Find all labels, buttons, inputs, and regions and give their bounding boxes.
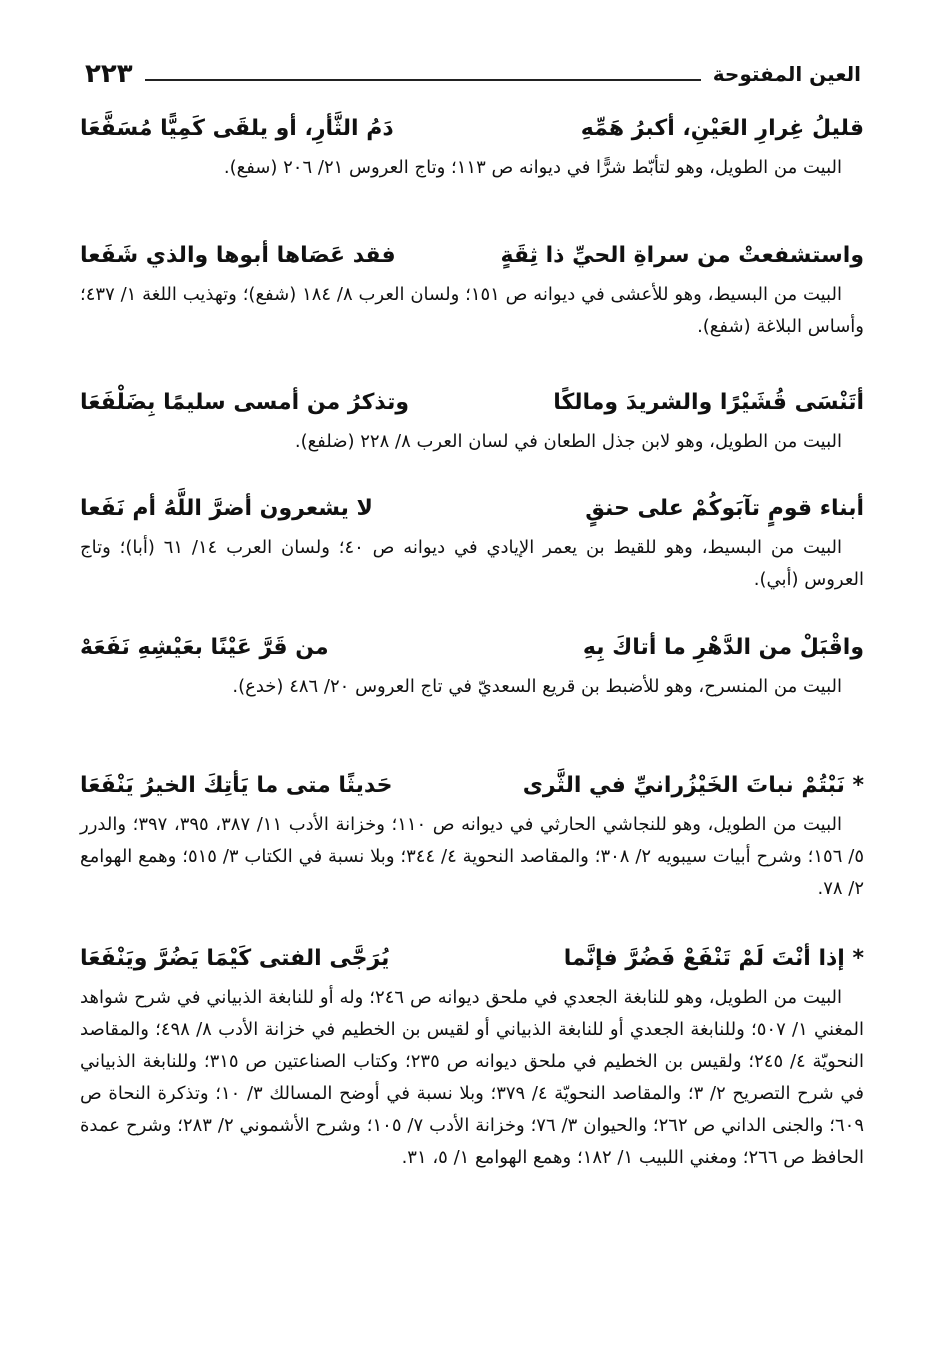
verse-first-hemistich: واستشفعتْ من سراةِ الحيِّ ذا ثِقَةٍ — [500, 243, 864, 268]
verse-citation: البيت من المنسرح، وهو للأضبط بن قريع السعديّ في تاج العروس ٢٠/ ٤٨٦ (خدع). — [232, 676, 842, 697]
verse-citation: البيت من البسيط، وهو للقيط بن يعمر الإيادي في ديوانه ص ٤٠؛ ولسان العرب ١٤/ ٦١ (أبا)؛ وتاج العروس (أبي). — [80, 537, 864, 590]
verse-line — [80, 629, 864, 667]
page-number: ٢٢٣ — [85, 59, 133, 89]
verse-line — [80, 110, 864, 148]
verse-citation: البيت من الطويل، وهو للنابغة الجعدي في ملحق ديوانه ص ٢٤٦؛ وله أو للنابغة الذبياني في شرح شواهد المغني ١/ ٥٠٧؛ وللنابغة الجعدي أو للنابغة الذبياني أو لقيس بن الخطيم في خزانة الأدب ٨/ ٤٩٨؛ والمقاصد النحويّة ٤/ ٢٤٥؛ ولقيس بن الخطيم في ملحق ديوانه ص ٢٣٥؛ وكتاب الصناعتين ص ٣١٥؛ وللنابغة الذبياني في شرح التصريح ٢/ ٣؛ والمقاصد النحويّة ٤/ ٣٧٩؛ وبلا نسبة في أوضح المسالك ٣/ ١٠؛ وتذكرة النحاة ص ٦٠٩؛ والجنى الداني ص ٢٦٢؛ والحيوان ٣/ ٧٦؛ وخزانة الأدب ٧/ ١٠٥؛ وشرح الأشموني ٢/ ٢٨٣؛ وشرح عمدة الحافظ ص ٢٦٦؛ ومغني اللبيب ١/ ١٨٢؛ وهمع الهوامع ١/ ٥، ٣١. — [80, 987, 864, 1168]
verse-line — [80, 490, 864, 528]
verse-line — [80, 940, 864, 978]
verse-first-hemistich: قليلُ غِرارِ العَيْنِ، أكبرُ هَمِّهِ — [580, 116, 864, 141]
poem-entry — [80, 110, 864, 184]
poem-entry — [80, 940, 864, 1174]
verse-line — [80, 237, 864, 275]
verse-second-hemistich: فقد عَصَاها أبوها والذي شَفَعا — [80, 243, 396, 268]
verse-second-hemistich: حَديثًا متى ما يَأتِكَ الخيرُ يَنْفَعَا — [80, 773, 393, 798]
verse-second-hemistich: لا يشعرون أضرَّ اللَّهُ أم نَفَعا — [80, 496, 373, 521]
poem-entry — [80, 767, 864, 905]
verse-second-hemistich: وتذكرُ من أمسى سليمًا بِضَلْفَعَا — [80, 390, 410, 415]
verse-second-hemistich: من قَرَّ عَيْنًا بعَيْشِهِ نَفَعَهْ — [80, 635, 329, 660]
poem-entry — [80, 237, 864, 343]
verse-first-hemistich: * نَبْتُمْ نباتَ الخَيْزُرانيِّ في الثَّرى — [522, 773, 864, 798]
verse-first-hemistich: * إذا أنْتَ لَمْ تَنْفَعْ فَضُرَّ فإنَّما — [563, 946, 864, 971]
verse-second-hemistich: دَمُ الثَّأرِ، أو يلقَى كَمِيًّا مُسَفَّعَا — [80, 116, 394, 141]
verse-line — [80, 384, 864, 422]
verse-first-hemistich: واقْبَلْ من الدَّهْرِ ما أتاكَ بِهِ — [582, 635, 864, 660]
verse-citation: البيت من البسيط، وهو للأعشى في ديوانه ص ١٥١؛ ولسان العرب ٨/ ١٨٤ (شفع)؛ وتهذيب اللغة ١/ ٤٣٧؛ وأساس البلاغة (شفع). — [80, 284, 864, 337]
poem-entry — [80, 629, 864, 703]
verse-first-hemistich: أبناء قومٍ تآبَوكُمْ على حنقٍ — [585, 496, 864, 521]
poem-entry — [80, 490, 864, 596]
running-title: العين المفتوحة — [712, 62, 861, 86]
verse-first-hemistich: أتَنْسَى قُشَيْرًا والشريدَ ومالكًا — [553, 390, 864, 415]
verse-second-hemistich: يُرَجَّى الفتى كَيْمَا يَضُرَّ ويَنْفَعَا — [80, 946, 390, 971]
verse-citation: البيت من الطويل، وهو للنجاشي الحارثي في ديوانه ص ١١٠؛ وخزانة الأدب ١١/ ٣٨٧، ٣٩٥، ٣٩٧؛ والدرر ٥/ ١٥٦؛ وشرح أبيات سيبويه ٢/ ٣٠٨؛ والمقاصد النحوية ٤/ ٣٤٤؛ وبلا نسبة في الكتاب ٣/ ٥١٥؛ وهمع الهوامع ٢/ ٧٨. — [80, 814, 864, 899]
header-rule — [145, 79, 701, 81]
verse-citation: البيت من الطويل، وهو لابن جذل الطعان في لسان العرب ٨/ ٢٢٨ (ضلفع). — [294, 431, 842, 452]
page-header — [85, 56, 861, 92]
verse-line — [80, 767, 864, 805]
verse-citation: البيت من الطويل، وهو لتأبّط شرًّا في ديوانه ص ١١٣؛ وتاج العروس ٢١/ ٢٠٦ (سفع). — [223, 157, 842, 178]
poem-entry — [80, 384, 864, 458]
